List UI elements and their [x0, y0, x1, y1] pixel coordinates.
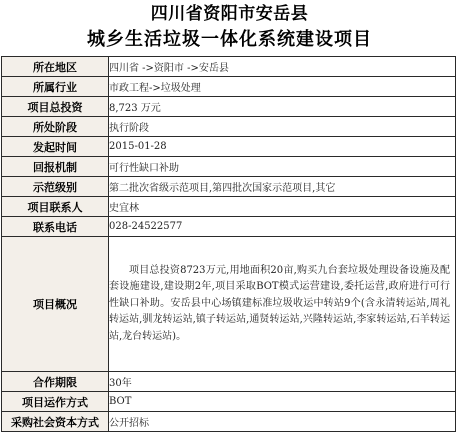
table-row: [2, 392, 456, 412]
table-row: [2, 57, 456, 77]
row-value-overview: 项目总投资8723万元,用地面积20亩,购买九台套垃圾处理设备设施及配套设施建设,建设期2年,项目采取BOT模式运营建设,委托运营,政府进行可行性缺口补助。安岳县中心场镇建标准垃圾收运中转站9个(含永清转运站,周礼转运站,驯龙转运站,镇子转运站,通贤转运站,兴隆转运站,李家转运站,石羊转运站,龙台转运站)。: [109, 237, 456, 372]
row-label-phone: 联系电话: [2, 217, 109, 237]
row-value-contact: 史宜林: [109, 197, 456, 217]
row-label-launch-date: 发起时间: [2, 137, 109, 157]
title-line-1: 四川省资阳市安岳县: [150, 4, 309, 24]
title-line-2: 城乡生活垃圾一体化系统建设项目: [87, 29, 372, 50]
row-value-operation-mode: BOT: [109, 392, 456, 412]
row-label-industry: 所属行业: [2, 77, 109, 97]
row-value-total-investment: 8,723 万元: [109, 97, 456, 117]
table-row: [2, 412, 456, 432]
project-info-table: [1, 56, 456, 432]
table-row: [2, 197, 456, 217]
row-label-term: 合作期限: [2, 372, 109, 392]
row-value-procurement: 公开招标: [109, 412, 456, 432]
table-row: [2, 137, 456, 157]
row-label-stage: 所处阶段: [2, 117, 109, 137]
table-row: [2, 217, 456, 237]
row-value-term: 30年: [109, 372, 456, 392]
row-label-operation-mode: 项目运作方式: [2, 392, 109, 412]
row-label-region: 所在地区: [2, 57, 109, 77]
table-row: [2, 237, 456, 372]
row-label-demo-level: 示范级别: [2, 177, 109, 197]
table-row: [2, 117, 456, 137]
row-value-industry: 市政工程->垃圾处理: [109, 77, 456, 97]
row-label-return-mechanism: 回报机制: [2, 157, 109, 177]
table-row: [2, 97, 456, 117]
table-row: [2, 77, 456, 97]
row-label-procurement: 采购社会资本方式: [2, 412, 109, 432]
table-row: [2, 372, 456, 392]
row-label-overview: 项目概况: [2, 237, 109, 372]
row-value-region: 四川省 ->资阳市 ->安岳县: [109, 57, 456, 77]
row-value-return-mechanism: 可行性缺口补助: [109, 157, 456, 177]
row-label-contact: 项目联系人: [2, 197, 109, 217]
table-row: [2, 157, 456, 177]
row-value-stage: 执行阶段: [109, 117, 456, 137]
row-value-phone: 028-24522577: [109, 217, 456, 237]
row-value-demo-level: 第二批次省级示范项目,第四批次国家示范项目,其它: [109, 177, 456, 197]
row-label-total-investment: 项目总投资: [2, 97, 109, 117]
page-title: [0, 0, 459, 56]
row-value-launch-date: 2015-01-28: [109, 137, 456, 157]
table-row: [2, 177, 456, 197]
